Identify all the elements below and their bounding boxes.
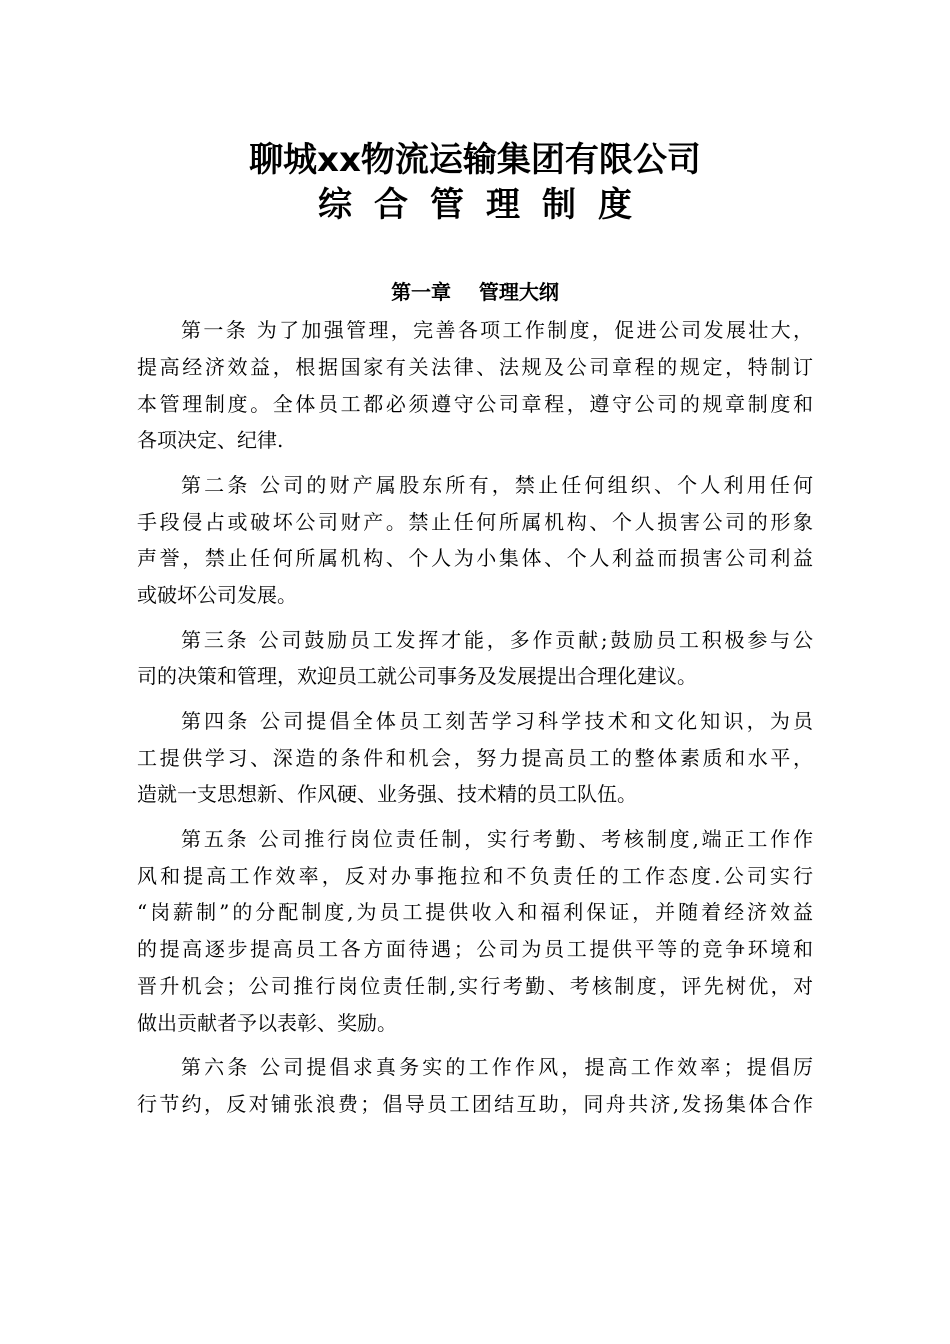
article-paragraph <box>137 703 813 813</box>
document-subtitle: 综合管理制度 <box>318 185 654 225</box>
text-line: 各项决定、纪律. <box>137 428 284 453</box>
text-line: 本管理制度。全体员工都必须遵守公司章程，遵守公司的规章制度和 <box>137 391 813 416</box>
text-line: 晋升机会；公司推行岗位责任制,实行考勤、考核制度，评先树优，对 <box>137 973 813 998</box>
text-line: 做出贡献者予以表彰、奖励。 <box>137 1010 397 1035</box>
text-line: 第六条 公司提倡求真务实的工作作风，提高工作效率；提倡厉 <box>181 1055 813 1080</box>
text-line: 手段侵占或破坏公司财产。禁止任何所属机构、个人损害公司的形象 <box>137 509 813 534</box>
article-paragraph <box>137 622 813 696</box>
article-paragraph <box>137 821 813 1042</box>
article-paragraph <box>137 1049 813 1123</box>
text-line: 第一条 为了加强管理，完善各项工作制度，促进公司发展壮大， <box>181 318 813 342</box>
text-line: 第五条 公司推行岗位责任制，实行考勤、考核制度,端正工作作 <box>181 826 813 851</box>
document-body <box>137 312 813 1123</box>
text-line: 第四条 公司提倡全体员工刻苦学习科学技术和文化知识，为员 <box>181 708 813 733</box>
text-line: “岗薪制”的分配制度,为员工提供收入和福利保证，并随着经济效益 <box>137 900 813 925</box>
text-line: 的提高逐步提高员工各方面待遇；公司为员工提供平等的竞争环境和 <box>137 937 813 962</box>
document-title: 聊城xx物流运输集团有限公司 <box>249 140 701 180</box>
text-line: 第二条 公司的财产属股东所有，禁止任何组织、个人利用任何 <box>181 472 813 497</box>
text-line: 司的决策和管理，欢迎员工就公司事务及发展提出合理化建议。 <box>137 664 697 689</box>
text-line: 声誉，禁止任何所属机构、个人为小集体、个人利益而损害公司利益 <box>137 546 813 571</box>
article-paragraph <box>137 467 813 614</box>
text-line: 或破坏公司发展。 <box>137 583 297 608</box>
text-line: 风和提高工作效率，反对办事拖拉和不负责任的工作态度.公司实行 <box>137 863 813 888</box>
text-line: 第三条 公司鼓励员工发挥才能，多作贡献;鼓励员工积极参与公 <box>181 627 813 652</box>
text-line: 造就一支思想新、作风硬、业务强、技术精的员工队伍。 <box>137 782 637 807</box>
text-line: 提高经济效益，根据国家有关法律、法规及公司章程的规定，特制订 <box>137 354 813 379</box>
chapter-heading: 第一章 管理大纲 <box>391 280 559 304</box>
text-line: 行节约，反对铺张浪费；倡导员工团结互助，同舟共济,发扬集体合作 <box>137 1091 813 1116</box>
text-line: 工提供学习、深造的条件和机会，努力提高员工的整体素质和水平， <box>137 745 813 770</box>
article-paragraph <box>137 312 813 459</box>
